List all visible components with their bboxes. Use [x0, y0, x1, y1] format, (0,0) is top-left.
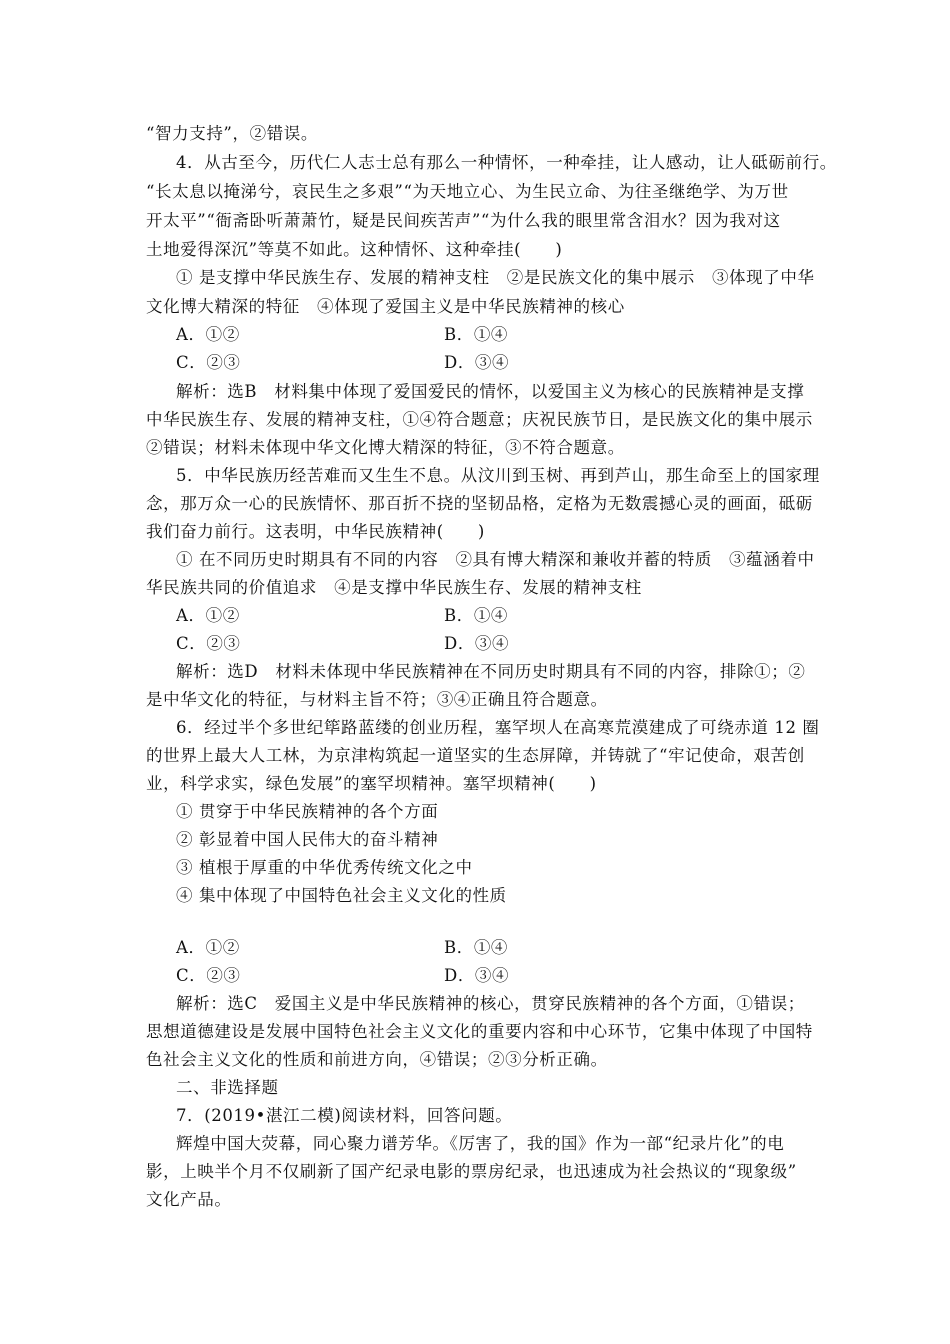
question-6-stem: 6．经过半个多世纪筚路蓝缕的创业历程，塞罕坝人在高寒荒漠建成了可绕赤道 12 圈 [176, 718, 820, 737]
text-line: 文化产品。 [146, 1190, 232, 1209]
text-line: 的世界上最大人工林，为京津构筑起一道坚实的生态屏障，并铸就了“牢记使命，艰苦创 [146, 746, 805, 765]
statement-option: ② 彰显着中国人民伟大的奋斗精神 [176, 830, 439, 849]
statement-option: ① 贯穿于中华民族精神的各个方面 [176, 802, 439, 821]
text-line: “长太息以掩涕兮，哀民生之多艰”“为天地立心、为生民立命、为往圣继绝学、为万世 [146, 182, 789, 201]
answer-explanation: 解析：选C 爱国主义是中华民族精神的核心，贯穿民族精神的各个方面，①错误； [176, 994, 805, 1013]
text-line: 开太平”“衙斋卧听萧萧竹，疑是民间疾苦声”“为什么我的眼里常含泪水？因为我对这 [146, 211, 781, 230]
answer-explanation: 解析：选B 材料集中体现了爱国爱民的情怀，以爱国主义为核心的民族精神是支撑 [176, 382, 805, 401]
text-line: 念，那万众一心的民族情怀、那百折不挠的坚韧品格，定格为无数震撼心灵的画面，砥砺 [146, 494, 813, 513]
text-line: 色社会主义文化的性质和前进方向，④错误；②③分析正确。 [146, 1050, 608, 1069]
choice-d: D．③④ [444, 966, 510, 985]
text-line: 土地爱得深沉”等莫不如此。这种情怀、这种牵挂( ) [146, 240, 563, 259]
question-4-stem: 4．从古至今，历代仁人志士总有那么一种情怀，一种牵挂，让人感动，让人砥砺前行。 [176, 153, 837, 172]
text-line: 文化博大精深的特征 ④体现了爱国主义是中华民族精神的核心 [146, 297, 625, 316]
question-7-stem: 7．(2019•湛江二模)阅读材料，回答问题。 [176, 1106, 513, 1125]
statement-option: ③ 植根于厚重的中华优秀传统文化之中 [176, 858, 473, 877]
text-line: 华民族共同的价值追求 ④是支撑中华民族生存、发展的精神支柱 [146, 578, 642, 597]
section-heading: 二、非选择题 [176, 1078, 279, 1097]
answer-explanation: 解析：选D 材料未体现中华民族精神在不同历史时期具有不同的内容，排除①；② [176, 662, 806, 681]
choice-b: B．①④ [444, 325, 509, 344]
choice-c: C．②③ [176, 353, 241, 372]
choice-b: B．①④ [444, 938, 509, 957]
choice-b: B．①④ [444, 606, 509, 625]
choice-c: C．②③ [176, 634, 241, 653]
choice-c: C．②③ [176, 966, 241, 985]
material-paragraph: 辉煌中国大荧幕，同心聚力谱芳华。《厉害了，我的国》作为一部“纪录片化”的电 [176, 1134, 785, 1153]
text-line: 业，科学求实，绿色发展”的塞罕坝精神。塞罕坝精神( ) [146, 774, 597, 793]
statement-options: ① 在不同历史时期具有不同的内容 ②具有博大精深和兼收并蓄的特质 ③蕴涵着中 [176, 550, 815, 569]
choice-a: A．①② [176, 325, 240, 344]
text-line: ②错误；材料未体现中华文化博大精深的特征，③不符合题意。 [146, 438, 625, 457]
text-line: 中华民族生存、发展的精神支柱，①④符合题意；庆祝民族节日，是民族文化的集中展示 [146, 410, 813, 429]
choice-d: D．③④ [444, 634, 510, 653]
text-line: 影，上映半个月不仅刷新了国产纪录电影的票房纪录，也迅速成为社会热议的“现象级” [146, 1162, 797, 1181]
statement-options: ① 是支撑中华民族生存、发展的精神支柱 ②是民族文化的集中展示 ③体现了中华 [176, 268, 815, 287]
choice-a: A．①② [176, 606, 240, 625]
text-line: “智力支持”，②错误。 [146, 124, 318, 143]
question-5-stem: 5．中华民族历经苦难而又生生不息。从汶川到玉树、再到芦山，那生命至上的国家理 [176, 466, 820, 485]
text-line: 我们奋力前行。这表明，中华民族精神( ) [146, 522, 485, 541]
text-line: 是中华文化的特征，与材料主旨不符；③④正确且符合题意。 [146, 690, 608, 709]
text-line: 思想道德建设是发展中国特色社会主义文化的重要内容和中心环节，它集中体现了中国特 [146, 1022, 813, 1041]
choice-a: A．①② [176, 938, 240, 957]
statement-option: ④ 集中体现了中国特色社会主义文化的性质 [176, 886, 507, 905]
choice-d: D．③④ [444, 353, 510, 372]
